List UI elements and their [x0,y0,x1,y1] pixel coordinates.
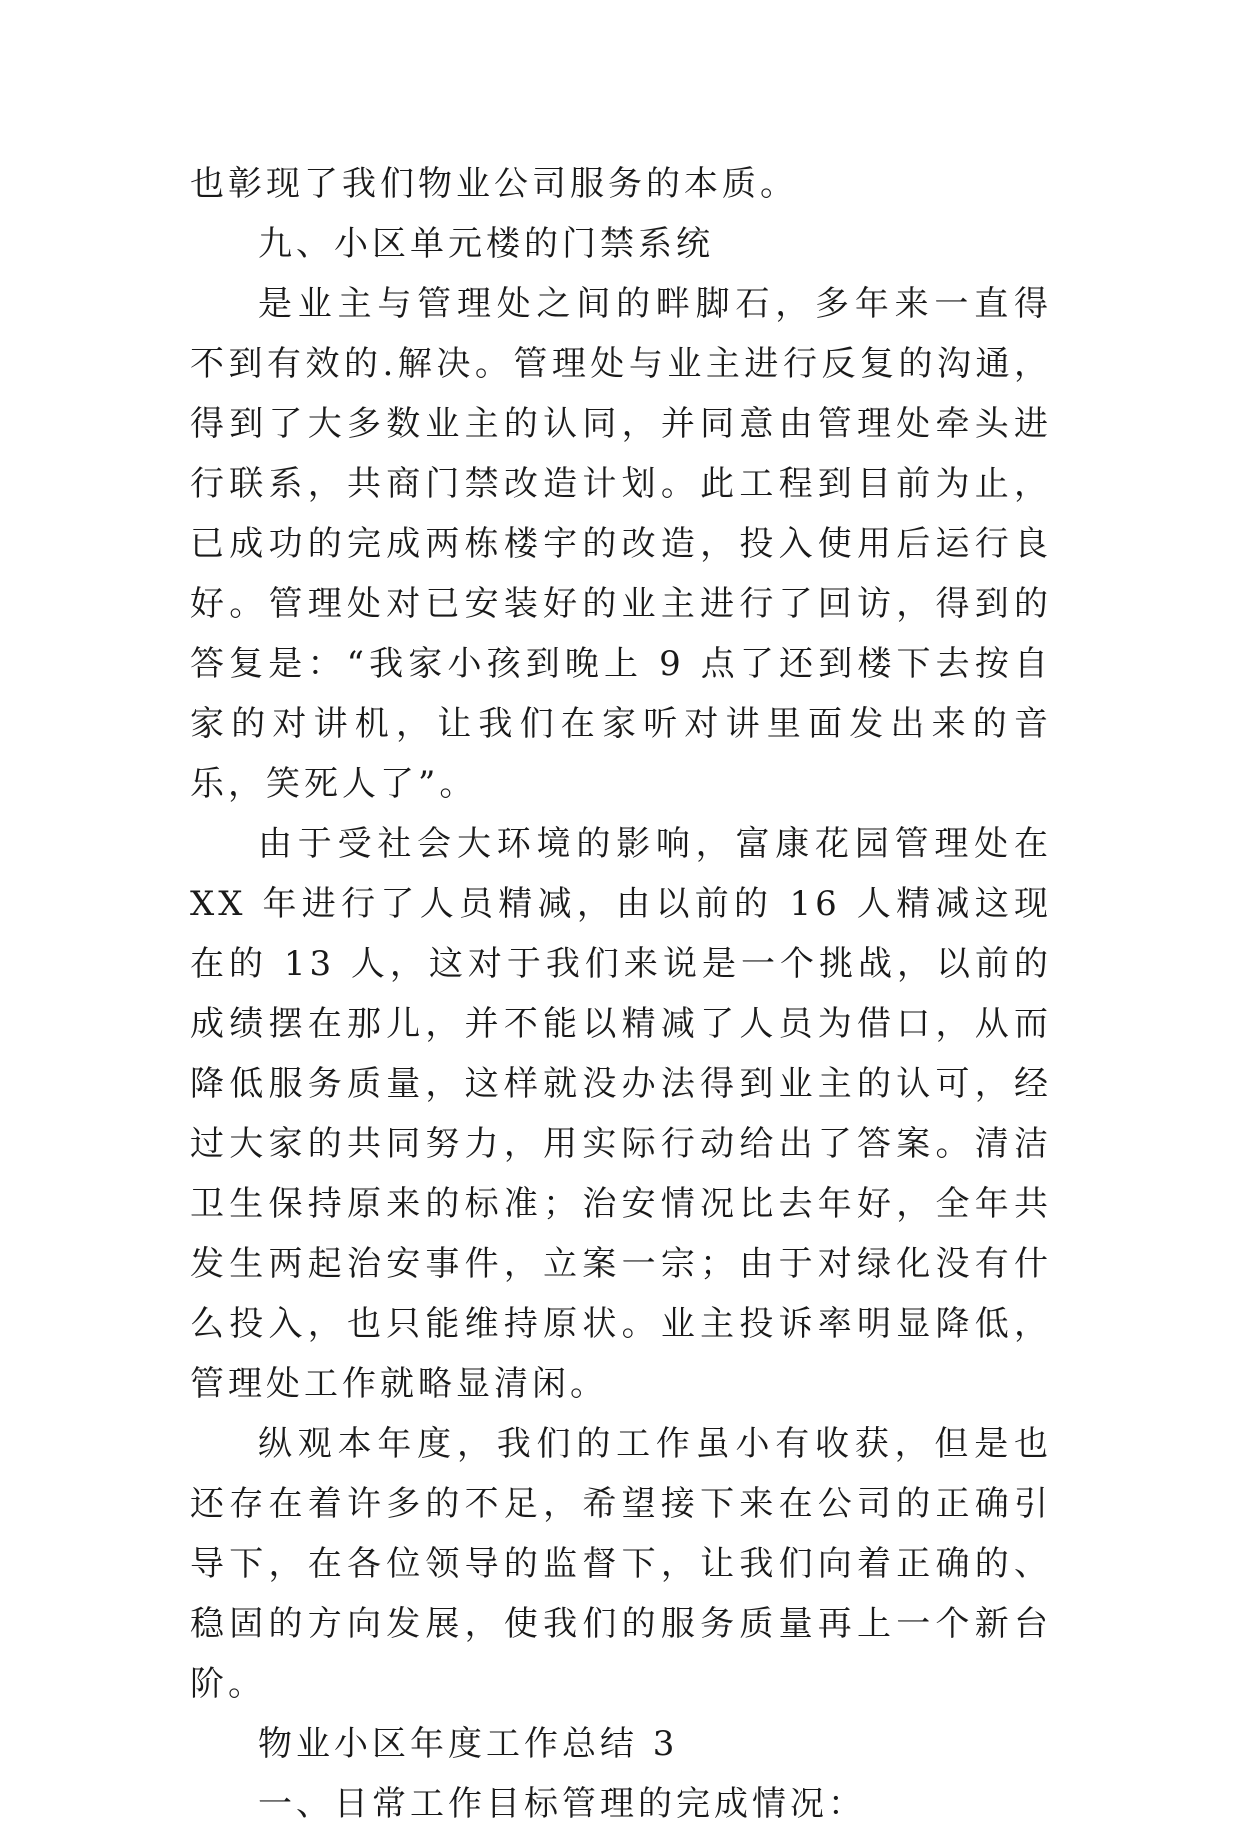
section-heading-daily-goals: 一、日常工作目标管理的完成情况： [258,1784,866,1824]
paragraph-staff-reduction: 由于受社会大环境的影响，富康花园管理处在 XX 年进行了人员精减，由以前的 16 人精减这现在的 13 人，这对于我们来说是一个挑战，以前的成绩摆在那儿，并不能以精减了人员为借口，从而降低服务质量，这样就没办法得到业主的认可，经过大家的共同努力，用实际行动给出了答案。清洁卫生保持原来的标准；治安情况比去年好，全年共发生两起治安事件，立案一宗；由于对绿化没有什么投入，也只能维持原状。业主投诉率明显降低，管理处工作就略显清闲。 [190,824,1052,1404]
section-title-summary-3: 物业小区年度工作总结 3 [258,1724,679,1764]
paragraph-year-review: 纵观本年度，我们的工作虽小有收获，但是也还存在着许多的不足，希望接下来在公司的正确引导下，在各位领导的监督下，让我们向着正确的、稳固的方向发展，使我们的服务质量再上一个新台阶。 [190,1424,1052,1704]
section-heading-access-control: 九、小区单元楼的门禁系统 [258,224,714,264]
paragraph-access-control: 是业主与管理处之间的畔脚石，多年来一直得不到有效的.解决。管理处与业主进行反复的沟通，得到了大多数业主的认同，并同意由管理处牵头进行联系，共商门禁改造计划。此工程到目前为止，已成功的完成两栋楼宇的改造，投入使用后运行良好。管理处对已安装好的业主进行了回访，得到的答复是：“我家小孩到晚上 9 点了还到楼下去按自家的对讲机，让我们在家听对讲里面发出来的音乐，笑死人了”。 [190,284,1052,804]
paragraph-continuation: 也彰现了我们物业公司服务的本质。 [190,164,798,204]
document-body [190,154,1052,1834]
